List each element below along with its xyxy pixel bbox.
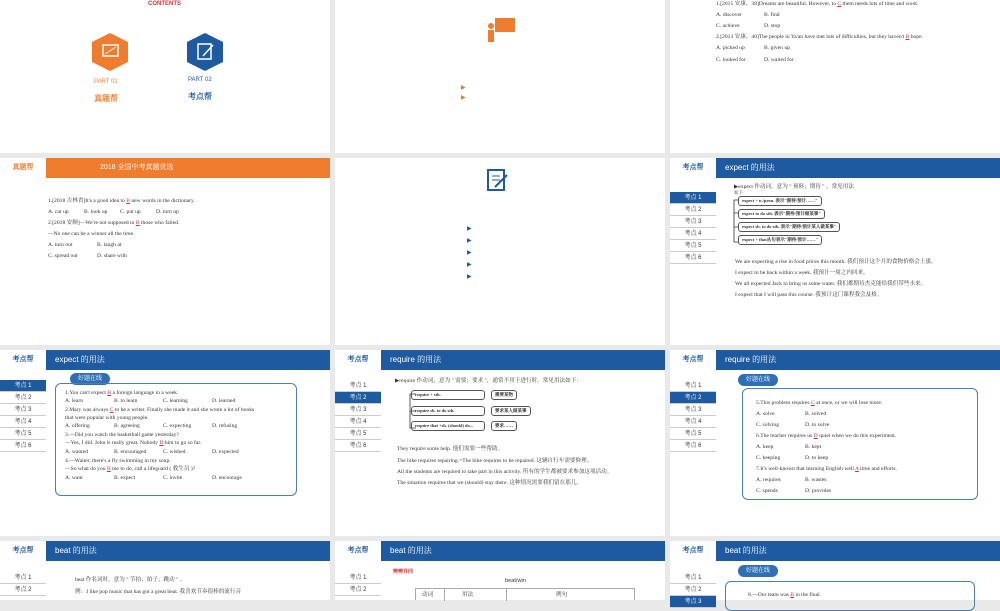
option-d: D. expected (212, 449, 239, 455)
option-c: C. wished (163, 449, 186, 455)
sidebar-item[interactable]: 考点 6 (335, 440, 381, 452)
option-c: C. looked for (716, 57, 746, 63)
option-b: B. agreeing (114, 423, 140, 429)
question-4-reply: —So what do you B me to do, call a lifeguard ( 救生员 )? (65, 466, 196, 472)
option-b: B. wastes (805, 477, 827, 483)
orange-header (0, 158, 330, 178)
question-5: 5.This problem requires C at once, or we will lose more. (756, 400, 883, 406)
option-d: D. turn up (156, 209, 179, 215)
good-questions-button[interactable]: 好题在线 (738, 374, 778, 386)
part1-hexagon-icon (90, 32, 130, 72)
header-label: 考点帮 (0, 350, 46, 370)
header-title: expect 的用法 (725, 163, 775, 172)
header-title: require 的用法 (725, 355, 777, 364)
usage-pill: expect + that从句表示"期待/预计……" (738, 235, 822, 245)
example-sentence: I expect to be back within a week. 我预计一周之内回来。 (735, 270, 869, 276)
blue-header (335, 350, 665, 370)
option-b: B. solved (805, 411, 827, 417)
option-a: A. solve (756, 411, 775, 417)
sidebar-item[interactable]: 考点 3 (335, 404, 381, 416)
option-b: B. look up (84, 209, 108, 215)
sidebar (670, 192, 716, 264)
sidebar-item[interactable]: 考点 4 (0, 416, 46, 428)
sidebar-item[interactable]: 考点 3 (670, 216, 716, 228)
example-sentence: All the students are required to take part in this activity. 所有的学生都被要求参加这项活动。 (397, 469, 613, 475)
question-2-reply: —No one can be a winner all the time. (48, 231, 135, 237)
sidebar-item[interactable]: 考点 2 (0, 392, 46, 404)
question-2: 2.[2013 安康，40]The people in Ya'an have met lots of difficulties, but they haven't B hope. (716, 34, 923, 40)
meaning-pill: 要求某人做某事 (491, 406, 531, 416)
header-label: 考点帮 (335, 541, 381, 561)
slide-section-intro[interactable] (335, 0, 665, 153)
slide-questions-a[interactable] (670, 0, 1000, 153)
header-label: 考点帮 (0, 541, 46, 561)
example-sentence: They require some help. 他们需要一些帮助。 (397, 446, 504, 452)
sidebar-item[interactable]: 考点 1 (335, 380, 381, 392)
question-2: 2.Mary was always C to be a writer. Finally she made it and she wrote a lot of books (65, 407, 255, 413)
example-sentence: The bike requires repairing.=The bike requires to be repaired. 这辆自行车需要修理。 (397, 458, 593, 464)
sidebar (0, 380, 46, 452)
bullet-icon: ▶ (467, 250, 472, 256)
question-3: 3.—Did you watch the basketball game yesterday? (65, 432, 179, 438)
sidebar-item[interactable]: 考点 3 (0, 404, 46, 416)
header-title: require 的用法 (390, 355, 442, 364)
header-title: 2018 全国中考真题优选 (100, 164, 174, 171)
question-2: 2.[2018 安顺]—We're not supposed to B those who failed. (48, 220, 180, 226)
meaning-pill: 需要某物 (491, 390, 517, 400)
sidebar-item[interactable]: 考点 1 (0, 572, 46, 584)
sidebar-item[interactable]: 考点 2 (0, 584, 46, 596)
option-d: D. refusing (212, 423, 238, 429)
sidebar-item[interactable]: 考点 1 (670, 572, 716, 584)
sidebar-item[interactable]: 考点 3 (670, 596, 716, 608)
bullet-icon: ▶ (467, 238, 472, 244)
example-sentence: The situation requires that we (should) stay there. 这种情况需要我们留在那儿。 (397, 480, 583, 486)
option-a: A. turn out (48, 242, 73, 248)
usage-pill: require that +sb. (should) do... (411, 421, 485, 431)
contents-title: CONTENTS (148, 1, 181, 7)
sidebar-item[interactable]: 考点 6 (670, 440, 716, 452)
slide-beat-quiz[interactable] (670, 541, 1000, 605)
option-d: D. to keep (805, 455, 829, 461)
bullet-icon: ▶ (467, 274, 472, 280)
table-title: beat/win (505, 578, 526, 584)
bullet-icon: ▶ (467, 226, 472, 232)
usage-pill: require + sth. (411, 390, 485, 400)
sidebar-item[interactable]: 考点 4 (335, 416, 381, 428)
blue-header (335, 541, 665, 561)
example-sentence: We all expected Jack to bring us some water. 我们都期待杰克能给我们带些水来。 (735, 281, 927, 287)
option-b: B. encouraged (114, 449, 147, 455)
option-d: D. learned (212, 398, 236, 404)
option-a: A. offering (65, 423, 90, 429)
option-a: A. picked up (716, 45, 745, 51)
sidebar-item[interactable]: 考点 1 (670, 380, 716, 392)
sidebar (335, 572, 381, 596)
sidebar-item[interactable]: 考点 2 (335, 584, 381, 596)
option-b: B. find (764, 12, 780, 18)
option-b: B. kept (805, 444, 822, 450)
option-d: D. waited for (764, 57, 794, 63)
bullet-icon: ▶ (461, 95, 466, 101)
option-d: D. to solve (805, 422, 830, 428)
edit-notebook-icon (485, 168, 509, 192)
header-label: 考点帮 (670, 350, 716, 370)
option-a: A. cut up (48, 209, 69, 215)
compare-tag: 辨辨异同 (393, 569, 414, 575)
usage-pill: expect to do sth. 表示"期待/预计做某事" (738, 209, 825, 219)
sidebar-item[interactable]: 考点 4 (670, 228, 716, 240)
meaning-pill: 要求…… (491, 421, 517, 431)
sidebar-item[interactable]: 考点 1 (335, 572, 381, 584)
part1-title: 真题帮 (94, 94, 118, 103)
table-header: 例句 (556, 592, 568, 598)
part2-label: PART 02 (188, 77, 212, 83)
good-questions-button[interactable]: 好题在线 (738, 565, 778, 577)
slide-contents[interactable] (0, 0, 330, 153)
slide-beat-usage[interactable] (0, 541, 330, 600)
sidebar-item[interactable]: 考点 2 (670, 584, 716, 596)
sidebar-item[interactable]: 考点 5 (335, 428, 381, 440)
sidebar-item[interactable]: 考点 6 (0, 440, 46, 452)
option-d: D. provides (805, 488, 832, 494)
blue-header (670, 350, 1000, 370)
table-header: 动词 (422, 592, 434, 598)
part2-hexagon-icon (185, 32, 225, 72)
sidebar-item[interactable]: 考点 5 (670, 240, 716, 252)
blue-header (0, 350, 330, 370)
option-c: C. keeping (756, 455, 781, 461)
compare-table (415, 588, 635, 600)
option-a: A. want (65, 475, 83, 481)
option-c: C. spread out (48, 253, 78, 259)
header-label: 真题帮 (0, 158, 46, 178)
question-4: 4.—Waiter, there's a fly swimming in my soup. (65, 458, 171, 464)
sidebar-item[interactable]: 考点 2 (335, 392, 381, 404)
option-a: A. wanted (65, 449, 88, 455)
example-sentence: We are expecting a rise in food prices this month. 我们预计这个月的食物价格会上涨。 (735, 259, 937, 265)
teacher-board-icon (485, 16, 517, 44)
option-a: A. learn (65, 398, 84, 404)
sidebar-item[interactable]: 考点 3 (670, 404, 716, 416)
option-c: C. solving (756, 422, 780, 428)
header-label: 考点帮 (335, 350, 381, 370)
option-b: B. to learn (114, 398, 138, 404)
slide-beat-compare[interactable] (335, 541, 665, 600)
option-d: D. encourage (212, 475, 242, 481)
question-6: 6.The teacher requires us D quiet when we do this experiment. (756, 433, 897, 439)
option-a: A. requires (756, 477, 781, 483)
usage-pill: expect sb. to do sth. 表示"期待/预计某人做某事" (738, 222, 840, 232)
good-questions-button[interactable]: 好题在线 (70, 373, 110, 385)
option-b: B. given up (764, 45, 790, 51)
question-8: 8.—Our team was B in the final. (748, 592, 822, 598)
blue-header (670, 541, 1000, 561)
option-b: B. expect (114, 475, 136, 481)
blue-header (0, 541, 330, 561)
question-1: 1.You can't expect B a foreign language in a week. (65, 390, 179, 396)
sidebar-item[interactable]: 考点 1 (0, 380, 46, 392)
header-title: expect 的用法 (55, 355, 105, 364)
example-sentence: 例：I like pop music that has got a great beat. 我喜欢节奏很棒的流行音 (75, 589, 242, 595)
slide-require-usage[interactable] (335, 350, 665, 536)
slide-zhentibang[interactable] (0, 158, 330, 345)
option-c: C. spends (756, 488, 778, 494)
sidebar-item[interactable]: 考点 5 (0, 428, 46, 440)
sidebar-item[interactable]: 考点 1 (670, 192, 716, 204)
question-1: 1.[2018 吉林省]It's a good idea to B new words in the dictionary. (48, 198, 195, 204)
slide-require-quiz[interactable] (670, 350, 1000, 536)
sidebar-item[interactable]: 考点 5 (670, 428, 716, 440)
usage-pill: require sb. to do sth. (411, 406, 485, 416)
sidebar-item[interactable]: 考点 6 (670, 252, 716, 264)
beat-definition: beat 作名词时，意为 " 节拍；拍子；跳动 " 。 (75, 577, 186, 583)
sidebar (335, 380, 381, 452)
slide-kaodian-intro[interactable] (335, 158, 665, 345)
header-title: beat 的用法 (725, 546, 767, 555)
option-c: C. put up (120, 209, 141, 215)
option-d: D. stop (764, 23, 781, 29)
example-sentence: I expect that I will pass this course. 我预计这门课程我会及格。 (735, 292, 883, 298)
sidebar-item[interactable]: 考点 2 (670, 392, 716, 404)
option-c: C. learning (163, 398, 188, 404)
question-1: 1.[2015 安康，38]Dreams are beautiful. However, to C them needs lots of time and work. (716, 1, 919, 7)
header-label: 考点帮 (670, 158, 716, 178)
sidebar (670, 380, 716, 452)
intro-text-cont: 如下： (734, 190, 748, 195)
bullet-icon: ▶ (461, 85, 466, 91)
sidebar (0, 572, 46, 596)
part2-title: 考点帮 (188, 92, 212, 101)
blue-header (670, 158, 1000, 178)
sidebar-item[interactable]: 考点 4 (670, 416, 716, 428)
option-c: C. expecting (163, 423, 192, 429)
header-label: 考点帮 (670, 541, 716, 561)
intro-text: ▶expect 作动词，意为 " 预料；期待 " 。常见用法 (734, 184, 854, 190)
header-title: beat 的用法 (390, 546, 432, 555)
question-3-reply: —Yes, I did. John is really great. Nobody D him to go so far. (65, 440, 202, 446)
slide-expect-quiz[interactable] (0, 350, 330, 536)
intro-text: ▶require 作动词，意为 " 需要；要求 "，通常不用于进行时。常见用法如下： (395, 378, 582, 384)
sidebar-item[interactable]: 考点 2 (670, 204, 716, 216)
option-a: A. discover (716, 12, 742, 18)
question-7: 7.It's well-known that learning English well A time and efforts. (756, 466, 897, 472)
table-header: 用法 (462, 592, 474, 598)
option-d: D. share with (97, 253, 127, 259)
part1-label: PART 01 (94, 79, 118, 85)
usage-pill: expect + n./pron. 表示"期待/预计……" (738, 196, 822, 206)
option-b: B. laugh at (97, 242, 122, 248)
option-c: C. invite (163, 475, 183, 481)
slide-expect-usage[interactable] (670, 158, 1000, 345)
option-a: A. keep (756, 444, 774, 450)
bullet-icon: ▶ (467, 262, 472, 268)
option-c: C. achieve (716, 23, 740, 29)
question-2-cont: that were popular with young people. (65, 415, 149, 421)
header-title: beat 的用法 (55, 546, 97, 555)
sidebar (670, 572, 716, 608)
